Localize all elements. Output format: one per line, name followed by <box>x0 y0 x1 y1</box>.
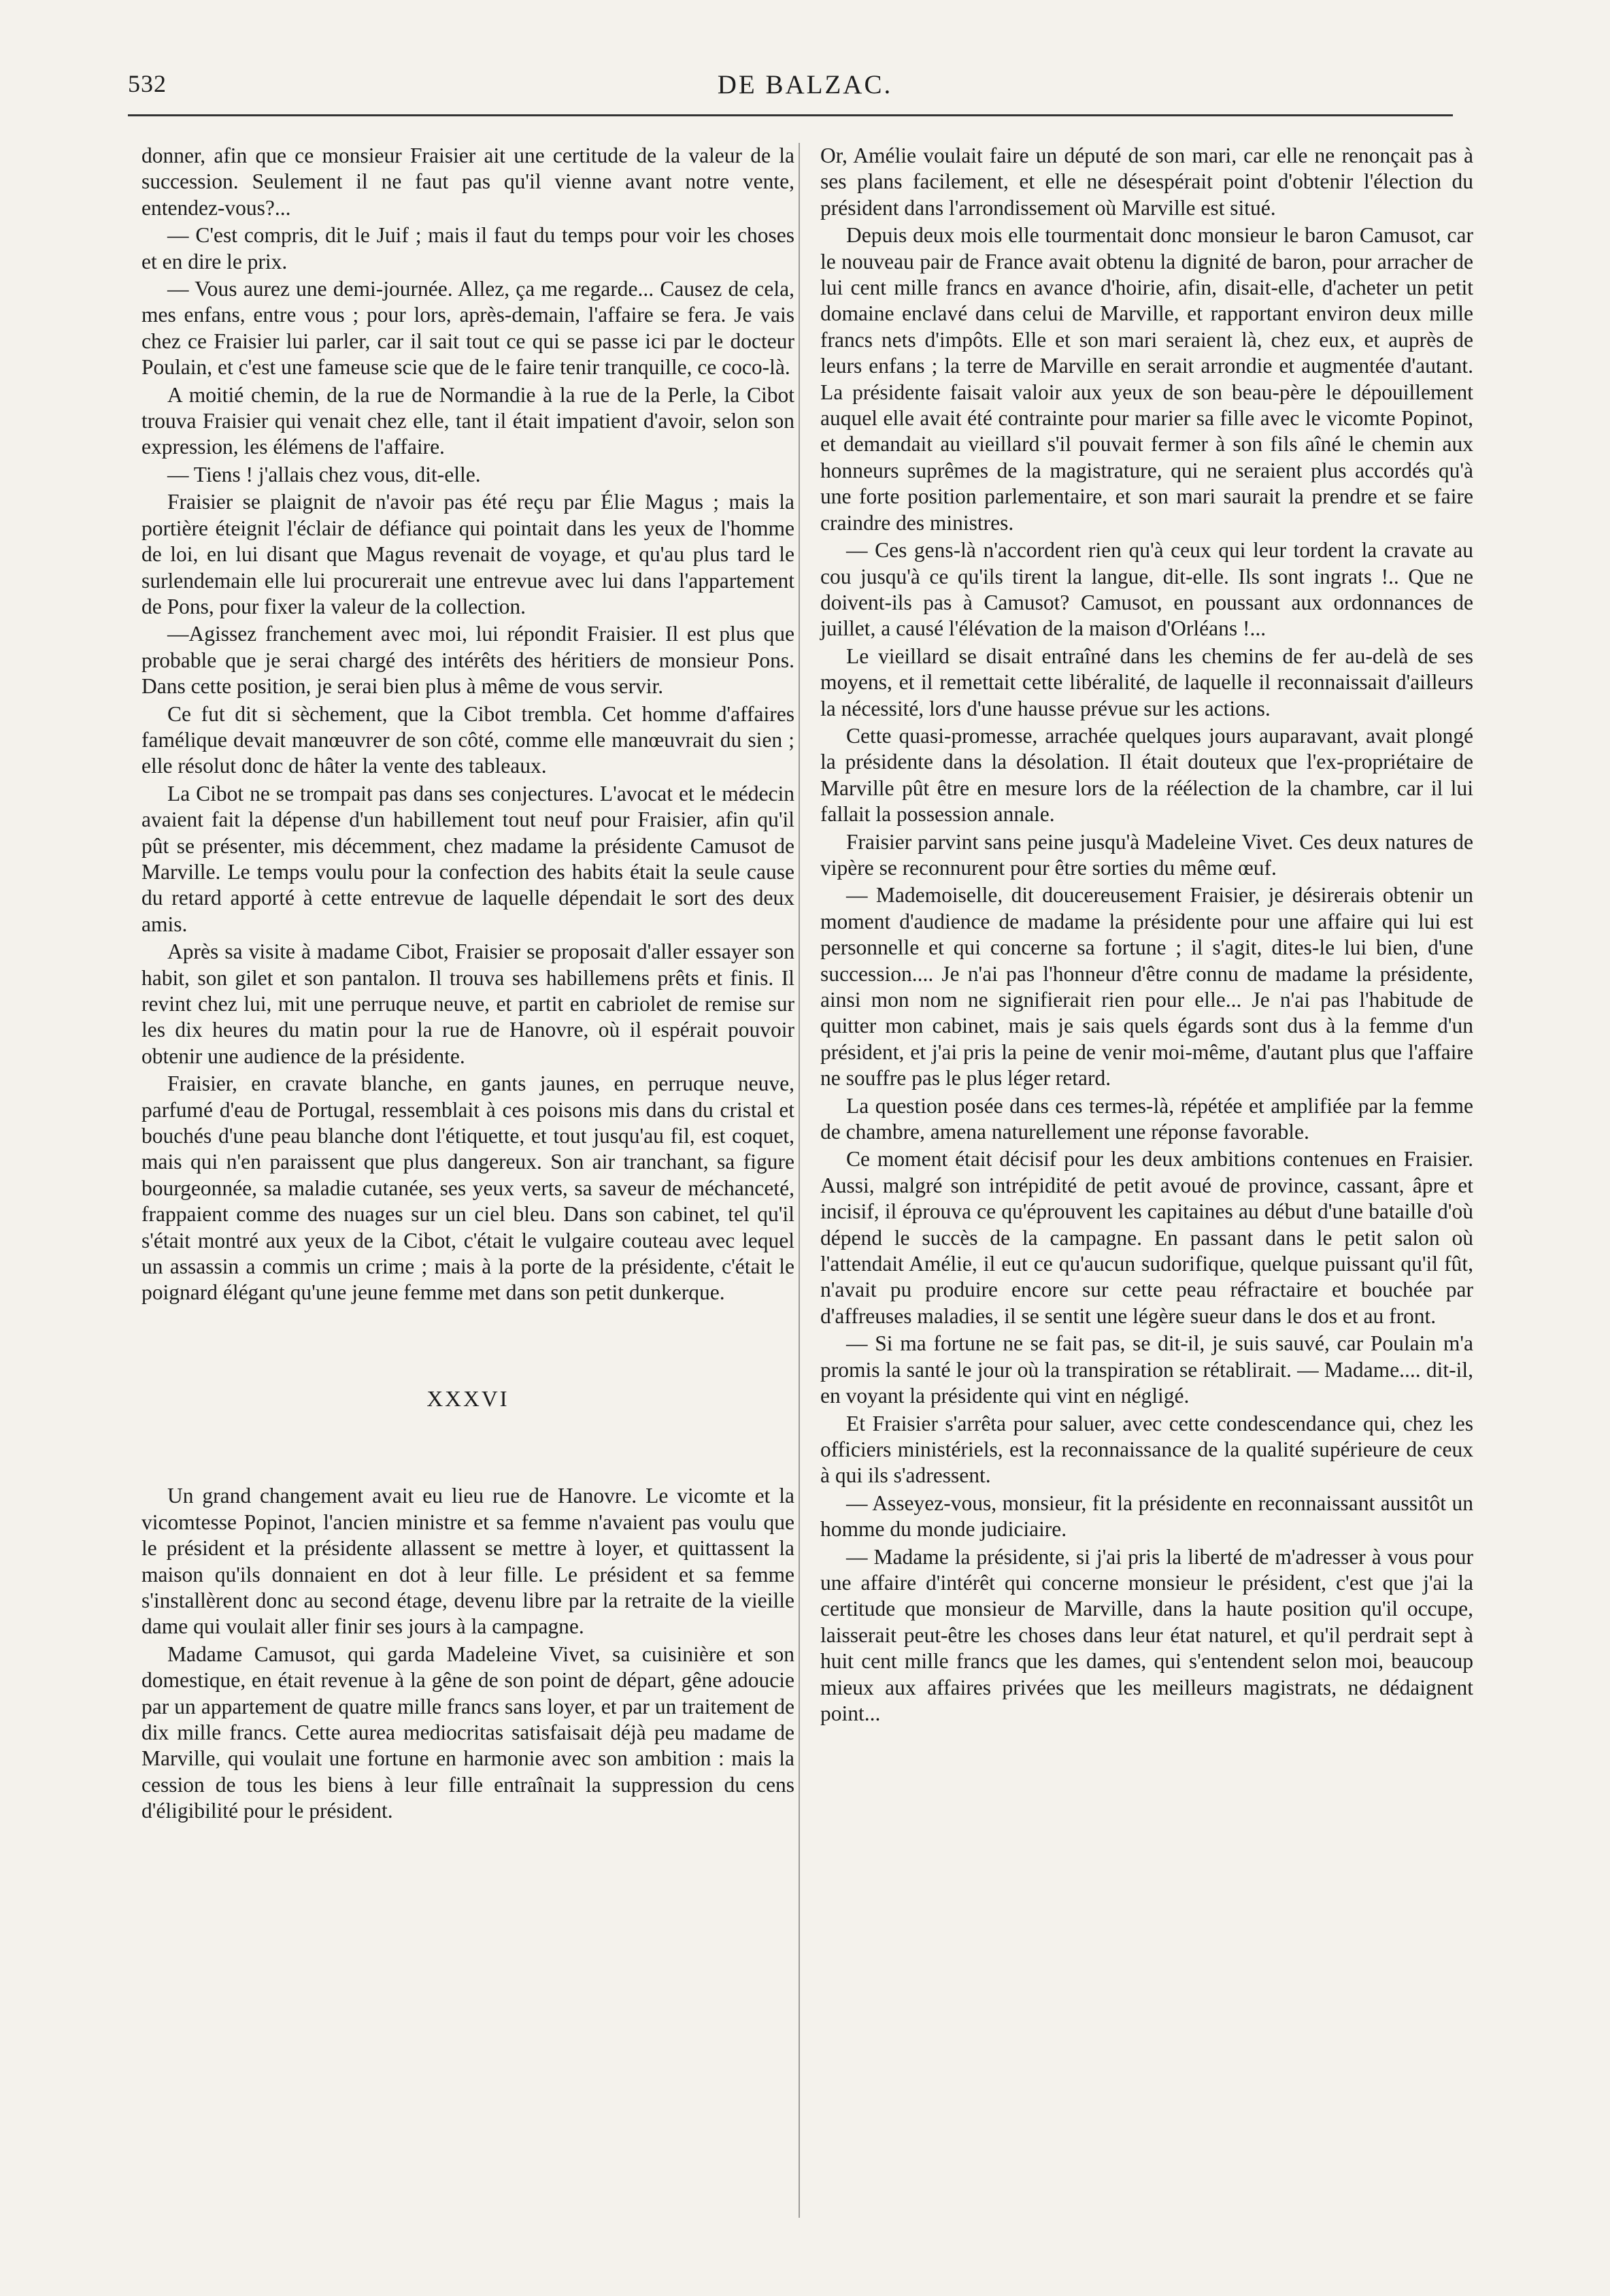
paragraph: La Cibot ne se trompait pas dans ses conjectures. L'avocat et le médecin avaient fait la dépense d'un habillement tout neuf pour Fraisier, afin qu'il pût se présenter, mis décemment, chez madame la présidente Camusot de Marville. Le temps voulu pour la confection des habits était la seule cause du retard apporté à cette entrevue de laquelle dépendait le sort des deux amis. <box>141 781 794 936</box>
paragraph: Or, Amélie voulait faire un député de son mari, car elle ne renonçait pas à ses plans facilement, et elle ne désespérait point d'obtenir l'élection du président dans l'arrondissement où Marville est situé. <box>820 144 1473 220</box>
paragraph: Après sa visite à madame Cibot, Fraisier se proposait d'aller essayer son habit, son gilet et son pantalon. Il trouva ses habillemens prêts et finis. Il revint chez lui, mit une perruque neuve, et partit en cabriolet de remise sur les dix heures du matin pour la rue de Hanovre, où il espérait pouvoir obtenir une audience de la présidente. <box>141 939 794 1068</box>
paragraph: donner, afin que ce monsieur Fraisier ait une certitude de la valeur de la succession. Seulement il ne faut pas qu'il vienne avant notre vente, entendez-vous?... <box>141 144 794 220</box>
paragraph: Le vieillard se disait entraîné dans les chemins de fer au-delà de ses moyens, et il remettait cette libéralité, de laquelle il reconnaissait d'ailleurs la nécessité, lors d'une hausse prévue sur les actions. <box>820 644 1473 720</box>
paragraph: Ce moment était décisif pour les deux ambitions contenues en Fraisier. Aussi, malgré son intrépidité de petit avoué de province, cassant, âpre et incisif, il éprouva ce qu'éprouvent les capitaines au début d'une bataille d'où dépend le succès de la campagne. En passant dans le petit salon où l'attendait Amélie, il eut ce qu'aucun sudorifique, quelque puissant qu'il fût, n'avait pu produire encore sur cette peau réfractaire et bouchée par d'affreuses maladies, il se sentit une légère sueur dans le dos et au front. <box>820 1147 1473 1328</box>
paragraph: — Tiens ! j'allais chez vous, dit-elle. <box>167 462 481 486</box>
paragraph: Madame Camusot, qui garda Madeleine Vivet, sa cuisinière et son domestique, en était revenue à la gêne de son point de départ, gêne adoucie par un appartement de quatre mille francs sans loyer, et par un traitement de dix mille francs. Cette aurea mediocritas satisfaisait déjà peu madame de Marville, qui voulait une fortune en harmonie avec son ambition : mais la cession de tous les biens à leur fille entraînait la suppression du cens d'éligibilité pour le président. <box>141 1642 794 1823</box>
left-column <box>141 143 794 1826</box>
running-head: DE BALZAC. <box>717 70 893 99</box>
paragraph: La question posée dans ces termes-là, répétée et amplifiée par la femme de chambre, amena naturellement une réponse favorable. <box>820 1093 1473 1144</box>
paragraph: Et Fraisier s'arrêta pour saluer, avec cette condescendance qui, chez les officiers ministériels, est la reconnaissance de la qualité supérieure de ceux à qui ils s'adressent. <box>820 1411 1473 1488</box>
paragraph: Fraisier, en cravate blanche, en gants jaunes, en perruque neuve, parfumé d'eau de Portugal, ressemblait à ces poisons mis dans du cristal et bouchés d'une peau blanche dont l'étiquette, et tout jusqu'au fil, est coquet, mais qui n'en paraissent que plus dangereux. Son air tranchant, sa figure bourgeonnée, sa maladie cutanée, ses yeux verts, sa saveur de méchanceté, frappaient comme des nuages sur un ciel bleu. Dans son cabinet, tel qu'il s'était montré aux yeux de la Cibot, c'était le vulgaire couteau avec lequel un assassin a commis un crime ; mais à la porte de la présidente, c'était le poignard élégant qu'une jeune femme met dans son petit dunkerque. <box>141 1071 794 1305</box>
page-number: 532 <box>128 70 167 97</box>
paragraph: Ce fut dit si sèchement, que la Cibot trembla. Cet homme d'affaires famélique devait manœuvrer de son côté, comme elle manœuvrait du sien ; elle résolut donc de hâter la vente des tableaux. <box>141 701 794 778</box>
paragraph: — C'est compris, dit le Juif ; mais il faut du temps pour voir les choses et en dire le prix. <box>141 223 794 273</box>
chapter-number: XXXVI <box>426 1386 509 1412</box>
paragraph: — Si ma fortune ne se fait pas, se dit-il, je suis sauvé, car Poulain m'a promis la santé le jour où la transpiration se rétablirait. — Madame.... dit-il, en voyant la présidente qui vint en négligé. <box>820 1331 1473 1408</box>
paragraph: — Mademoiselle, dit doucereusement Fraisier, je désirerais obtenir un moment d'audience de madame la présidente pour une affaire qui lui est personnelle et qui concerne sa fortune ; il s'agit, dites-le lui bien, d'une succession.... Je n'ai pas l'honneur d'être connu de madame la présidente, ainsi mon nom ne signifierait rien pour elle... Je n'ai pas l'habitude de quitter mon cabinet, mais je sais quels égards sont dus à la femme d'un président, et j'ai pris la peine de venir moi-même, d'autant plus que l'affaire ne souffre pas le plus léger retard. <box>820 883 1473 1091</box>
paragraph: — Ces gens-là n'accordent rien qu'à ceux qui leur tordent la cravate au cou jusqu'à ce qu'ils tirent la langue, dit-elle. Ils sont ingrats !.. Que ne doivent-ils pas à Camusot? Camusot, en poussant aux ordonnances de juillet, a causé l'élévation de la maison d'Orléans !... <box>820 538 1473 641</box>
paragraph: A moitié chemin, de la rue de Normandie à la rue de la Perle, la Cibot trouva Fraisier qui venait chez elle, tant il était impatient d'avoir, selon son expression, les élémens de l'affaire. <box>141 382 794 459</box>
right-column <box>820 143 1473 1728</box>
paragraph: Un grand changement avait eu lieu rue de Hanovre. Le vicomte et la vicomtesse Popinot, l'ancien ministre et sa femme n'avaient pas voulu que le président et la présidente allassent se mettre à loyer, et quittassent la maison qu'ils donnaient en dot à leur fille. Le président et sa femme s'installèrent donc au second étage, devenu libre par la retraite de la vieille dame qui voulait aller finir ses jours à la campagne. <box>141 1484 794 1639</box>
paragraph: — Madame la présidente, si j'ai pris la liberté de m'adresser à vous pour une affaire d'intérêt qui concerne monsieur le président, c'est que j'ai la certitude que monsieur de Marville, dans la haute position qu'il occupe, laisserait peut-être les choses dans leur état naturel, et qu'il perdrait sept à huit cent mille francs que les dames, qui s'entendent selon moi, beaucoup mieux aux affaires privées que les meilleurs magistrats, ne dédaignent point... <box>820 1544 1473 1725</box>
paragraph: Depuis deux mois elle tourmentait donc monsieur le baron Camusot, car le nouveau pair de France avait obtenu la dignité de baron, pour arracher de lui cent mille francs en avance d'hoirie, afin, disait-elle, d'acheter un petit domaine enclavé dans celui de Marville, et rapportant environ deux mille francs nets d'impôts. Elle et son mari seraient là, chez eux, et auprès de leurs enfans ; la terre de Marville en serait arrondie et augmentée d'autant. La présidente faisait valoir aux yeux de son beau-père le dépouillement auquel elle avait été contrainte pour marier sa fille avec le vicomte Popinot, et demandait au vieillard s'il pouvait fermer à son fils aîné le chemin aux honneurs suprêmes de la magistrature, qui ne seraient plus accordés qu'à une forte position parlementaire, et son mari saurait la prendre et se faire craindre des ministres. <box>820 223 1473 535</box>
paragraph: — Vous aurez une demi-journée. Allez, ça me regarde... Causez de cela, mes enfans, entre vous ; pour lors, après-demain, l'affaire se fera. Je vais chez ce Fraisier lui parler, car il sait tout ce qui se passe ici par le docteur Poulain, et c'est une fameuse scie que de le faire tenir tranquille, ce coco-là. <box>141 277 794 380</box>
paragraph: Fraisier se plaignit de n'avoir pas été reçu par Élie Magus ; mais la portière éteignit l'éclair de défiance qui pointait dans les yeux de l'homme de loi, en lui disant que Magus revenait de voyage, et qu'au plus tard le surlendemain elle lui procurerait une entrevue avec lui dans l'appartement de Pons, pour fixer la valeur de la collection. <box>141 490 794 618</box>
header-rule <box>128 114 1453 116</box>
paragraph: —Agissez franchement avec moi, lui répondit Fraisier. Il est plus que probable que je serai chargé des intérêts des héritiers de monsieur Pons. Dans cette position, je serai bien plus à même de vous servir. <box>141 622 794 699</box>
paragraph: Cette quasi-promesse, arrachée quelques jours auparavant, avait plongé la présidente dans la désolation. Il était douteux que l'ex-propriétaire de Marville pût être en mesure lors de la réélection de la chambre, car il lui fallait la possession annale. <box>820 723 1473 827</box>
paragraph: Fraisier parvint sans peine jusqu'à Madeleine Vivet. Ces deux natures de vipère se reconnurent pour être sorties du même œuf. <box>820 829 1473 880</box>
paragraph: — Asseyez-vous, monsieur, fit la présidente en reconnaissant aussitôt un homme du monde judiciaire. <box>820 1491 1473 1542</box>
column-divider <box>799 143 800 2218</box>
